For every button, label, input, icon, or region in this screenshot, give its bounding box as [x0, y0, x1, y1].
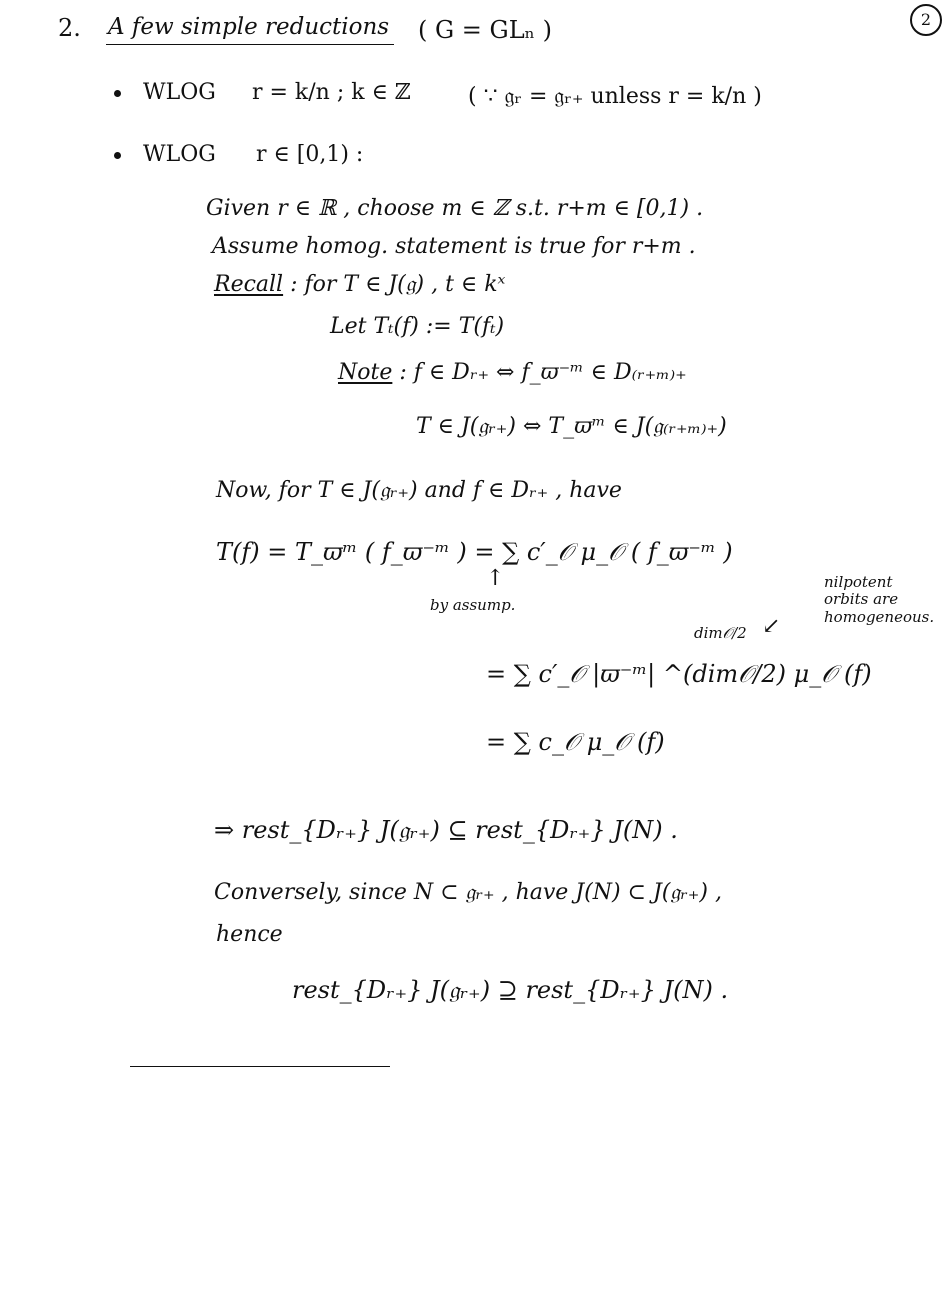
let-line: Let Tₜ(f) := T(fₜ) [330, 314, 505, 339]
equation-2: = ∑ c′_𝒪 |ϖ⁻ᵐ| ^(dim𝒪/2) μ_𝒪 (f) [486, 660, 872, 688]
bullet-2-text: r ∈ [0,1) : [256, 142, 364, 167]
recall-text: : for T ∈ J(𝔤) , t ∈ kˣ [290, 272, 506, 297]
equation-3: = ∑ c_𝒪 μ_𝒪 (f) [486, 728, 665, 756]
side-note-line-1: nilpotent [824, 573, 893, 591]
assume-line: Assume homog. statement is true for r+m . [212, 234, 696, 259]
section-end-rule [130, 1066, 390, 1067]
left-arrow-icon: ↙ [762, 614, 781, 639]
by-assump-label: by assump. [430, 596, 516, 614]
bullet-1-reason: ( ∵ 𝔤ᵣ = 𝔤ᵣ₊ unless r = k/n ) [468, 84, 762, 109]
bullet-1-text: r = k/n ; k ∈ ℤ [252, 80, 411, 105]
section-scope: ( G = GLₙ ) [418, 16, 553, 44]
bullet-2 [114, 142, 216, 168]
dim-label: dim𝒪/2 [694, 624, 747, 642]
bullet-2-label: WLOG [143, 142, 216, 167]
side-note-line-3: homogeneous. [824, 607, 935, 626]
section-number: 2. [58, 14, 81, 42]
implication-line: ⇒ rest_{Dᵣ₊} J(𝔤ᵣ₊) ⊆ rest_{Dᵣ₊} J(N) . [214, 816, 678, 844]
final-line: rest_{Dᵣ₊} J(𝔤ᵣ₊) ⊇ rest_{Dᵣ₊} J(N) . [292, 976, 729, 1004]
recall-line [214, 272, 505, 298]
recall-label: Recall [214, 272, 284, 297]
now-line: Now, for T ∈ J(𝔤ᵣ₊) and f ∈ Dᵣ₊ , have [216, 478, 622, 503]
side-note [824, 574, 934, 626]
title-underline [106, 44, 394, 45]
bullet-dot [114, 90, 121, 97]
section-title: A few simple reductions [108, 14, 390, 40]
page-number: 2 [910, 4, 942, 36]
note-line-2: T ∈ J(𝔤ᵣ₊) ⇔ T_ϖᵐ ∈ J(𝔤₍ᵣ₊ₘ₎₊) [416, 414, 727, 439]
bullet-dot [114, 152, 121, 159]
bullet-1 [114, 80, 216, 106]
conversely-line: Conversely, since N ⊂ 𝔤ᵣ₊ , have J(N) ⊂ J(𝔤ᵣ₊) , [214, 880, 722, 905]
note-text-1: : f ∈ Dᵣ₊ ⇔ f_ϖ⁻ᵐ ∈ D₍ᵣ₊ₘ₎₊ [399, 360, 687, 385]
equation-1: T(f) = T_ϖᵐ ( f_ϖ⁻ᵐ ) = ∑ c′_𝒪 μ_𝒪 ( f_ϖ⁻ᵐ ) [216, 538, 733, 566]
note-line [338, 360, 687, 386]
hence-line: hence [216, 922, 283, 947]
up-arrow-icon: ↑ [486, 566, 505, 591]
note-label: Note [338, 360, 393, 385]
bullet-1-label: WLOG [143, 80, 216, 105]
side-note-line-2: orbits are [824, 590, 899, 609]
given-line: Given r ∈ ℝ , choose m ∈ ℤ s.t. r+m ∈ [0,1) . [206, 196, 704, 221]
